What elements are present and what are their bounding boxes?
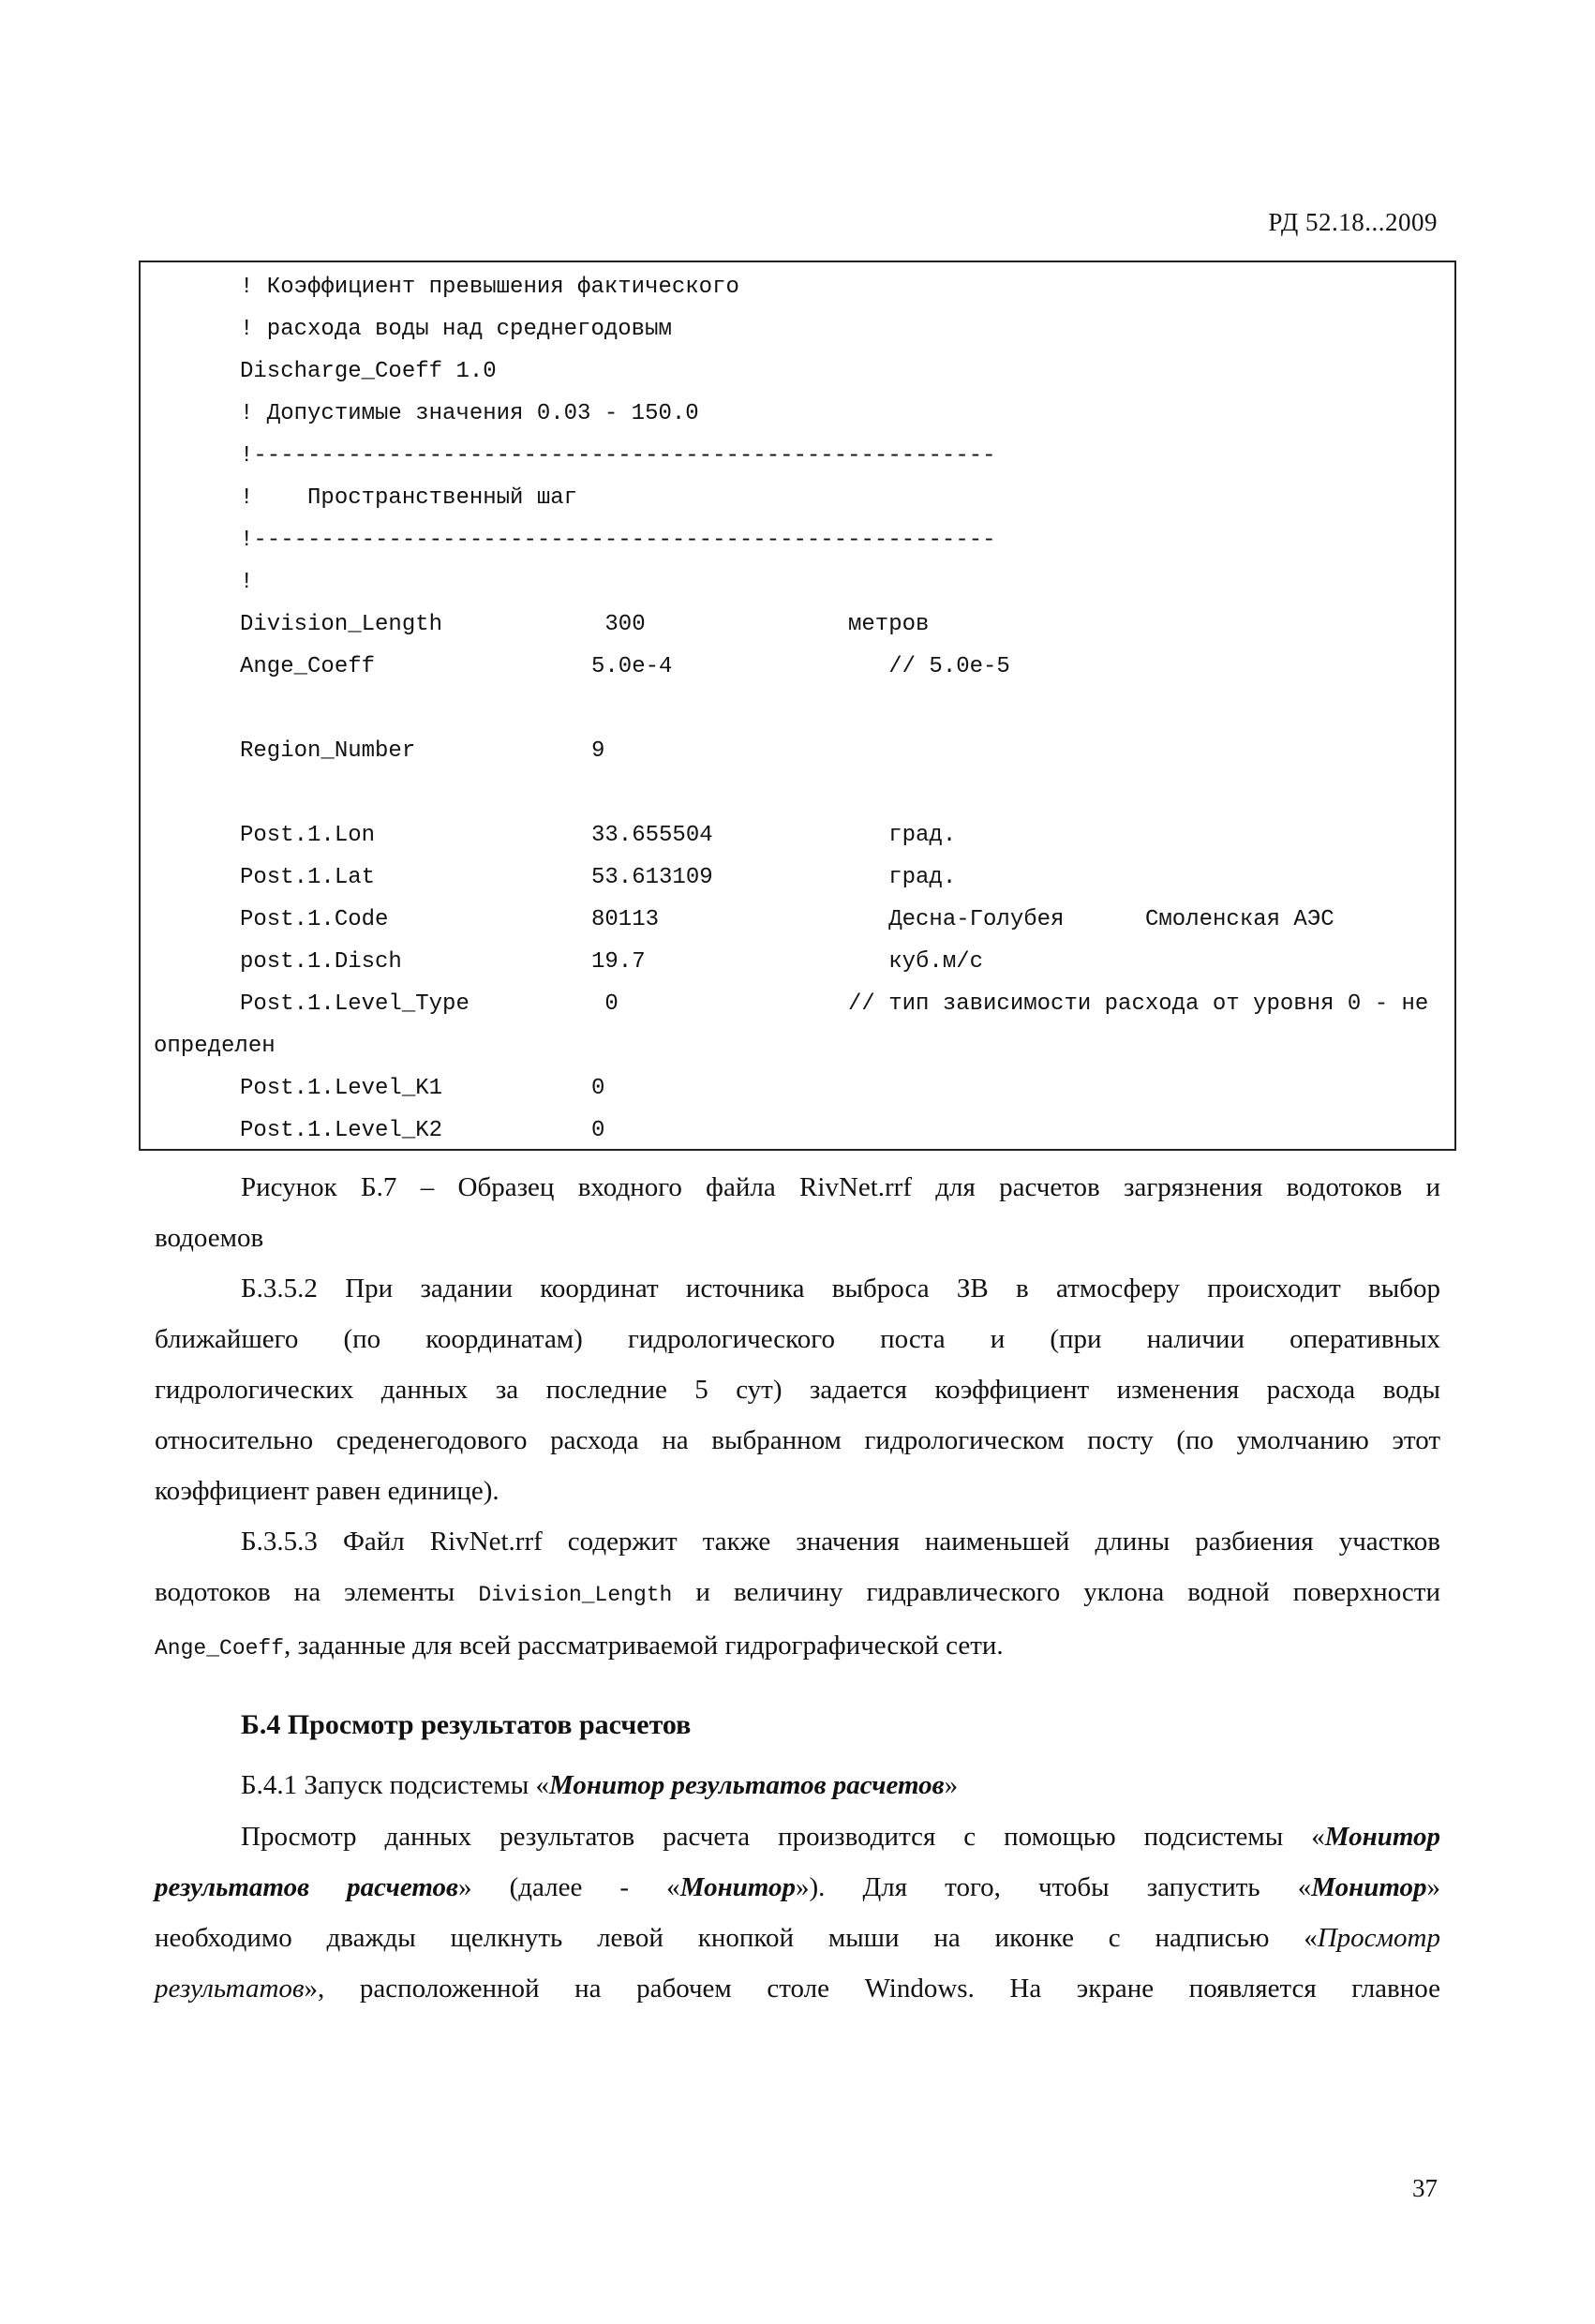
code-cell: Ange_Coeff <box>240 654 376 679</box>
code-cell: куб.м/с <box>848 949 984 975</box>
b352-line: коэффициент равен единице). <box>155 1476 499 1506</box>
code-line <box>240 906 1334 934</box>
monitor-line-3: необходимо дважды щелкнуть левой кнопкой мыши на иконке с надписью «Просмотр <box>155 1923 1440 1953</box>
code-cell: 80113 <box>591 907 660 932</box>
b41-line: Б.4.1 Запуск подсистемы «Монитор результатов расчетов» <box>241 1770 959 1800</box>
section-heading-b4: Б.4 Просмотр результатов расчетов <box>241 1709 692 1740</box>
code-cell: 5.0e-4 <box>591 654 673 679</box>
code-cell: Post.1.Level_Type <box>240 991 470 1017</box>
code-cell: ! Пространственный шаг <box>240 485 578 511</box>
code-cell: post.1.Disch <box>240 949 402 975</box>
code-cell: Post.1.Code <box>240 907 389 932</box>
code-line <box>240 442 996 470</box>
b352-line: Б.3.5.2 При задании координат источника выброса ЗВ в атмосферу происходит выбор <box>241 1274 1440 1304</box>
code-line <box>240 316 672 344</box>
code-cell: !------------------------------------------------------- <box>240 443 996 469</box>
paragraph-monitor <box>155 1811 1440 2014</box>
b353-line-2: водотоков на элементы Division_Length и величину гидравлического уклона водной поверхности <box>155 1577 1440 1607</box>
document-code: РД 52.18...2009 <box>1268 208 1438 236</box>
code-line <box>240 611 930 639</box>
paragraph-b41 <box>155 1760 1440 1810</box>
code-line <box>240 569 253 597</box>
code-line <box>240 822 957 850</box>
code-ange-coeff: Ange_Coeff <box>155 1636 285 1661</box>
code-cell: Division_Length <box>240 612 443 637</box>
caption-line-1: Рисунок Б.7 – Образец входного файла RivNet.rrf для расчетов загрязнения водотоков и <box>241 1172 1440 1202</box>
code-cell: // 5.0e-5 <box>848 654 1010 679</box>
caption-line-2: водоемов <box>155 1223 264 1253</box>
code-cell: Десна-Голубея <box>848 907 1065 932</box>
monitor-line-2: результатов расчетов» (далее - «Монитор»). Для того, чтобы запустить «Монитор» <box>155 1872 1441 1902</box>
b353-line-3: Ange_Coeff, заданные для всей рассматриваемой гидрографической сети. <box>155 1631 1004 1661</box>
code-listing-box <box>139 261 1456 1151</box>
code-line <box>240 864 957 892</box>
code-line <box>240 274 739 302</box>
code-line <box>240 527 996 555</box>
code-cell: метров <box>848 612 930 637</box>
code-cell: 19.7 <box>591 949 646 975</box>
b353-line-1: Б.3.5.3 Файл RivNet.rrf содержит также значения наименьшей длины разбиения участков <box>241 1527 1440 1557</box>
code-cell: Post.1.Level_K1 <box>240 1076 443 1101</box>
code-cell: Post.1.Level_K2 <box>240 1118 443 1143</box>
code-cell: град. <box>848 823 957 848</box>
b352-line: ближайшего (по координатам) гидрологического поста и (при наличии оперативных <box>155 1324 1440 1354</box>
code-cell: Post.1.Lon <box>240 823 376 848</box>
code-cell: // тип зависимости расхода от уровня 0 - не <box>848 991 1429 1017</box>
paragraph-b353 <box>155 1516 1440 1674</box>
code-line <box>240 991 1429 1019</box>
code-line <box>240 1075 605 1103</box>
code-cell: 300 <box>591 612 646 637</box>
code-division-length: Division_Length <box>478 1583 673 1607</box>
code-line <box>240 358 497 386</box>
code-cell: 0 <box>591 1118 605 1143</box>
b352-line: гидрологических данных за последние 5 сут) задается коэффициент изменения расхода воды <box>155 1375 1440 1405</box>
code-line <box>240 948 984 976</box>
monitor-line-4: результатов», расположенной на рабочем столе Windows. На экране появляется главное <box>155 1974 1440 2004</box>
code-cell: 9 <box>591 738 605 764</box>
code-cell: Post.1.Lat <box>240 865 376 890</box>
code-cell: !------------------------------------------------------- <box>240 528 996 553</box>
code-cell: определен <box>154 1034 276 1059</box>
code-cell: Смоленская АЭС <box>1145 907 1334 932</box>
monitor-line-1: Просмотр данных результатов расчета производится с помощью подсистемы «Монитор <box>241 1822 1440 1852</box>
code-cell: 33.655504 <box>591 823 713 848</box>
code-cell: ! Допустимые значения 0.03 - 150.0 <box>240 401 699 426</box>
page-number: 37 <box>1412 2174 1438 2202</box>
code-cell: ! расхода воды над среднегодовым <box>240 317 672 342</box>
figure-caption <box>155 1162 1440 1263</box>
code-cell: 0 <box>591 1076 605 1101</box>
code-cell: ! <box>240 570 254 595</box>
code-cell: Discharge_Coeff 1.0 <box>240 359 497 384</box>
code-line <box>240 1117 605 1145</box>
code-line <box>240 737 605 766</box>
code-line <box>240 653 1010 681</box>
code-line <box>154 1033 276 1061</box>
code-cell: 0 <box>591 991 619 1017</box>
code-cell: 53.613109 <box>591 865 713 890</box>
code-cell: град. <box>848 865 957 890</box>
code-cell: Region_Number <box>240 738 416 764</box>
code-line <box>240 400 699 428</box>
code-cell: ! Коэффициент превышения фактического <box>240 275 739 300</box>
paragraph-b352 <box>155 1263 1440 1516</box>
code-line <box>240 484 577 513</box>
b352-line: относительно среденегодового расхода на выбранном гидрологическом посту (по умолчанию этот <box>155 1425 1440 1455</box>
